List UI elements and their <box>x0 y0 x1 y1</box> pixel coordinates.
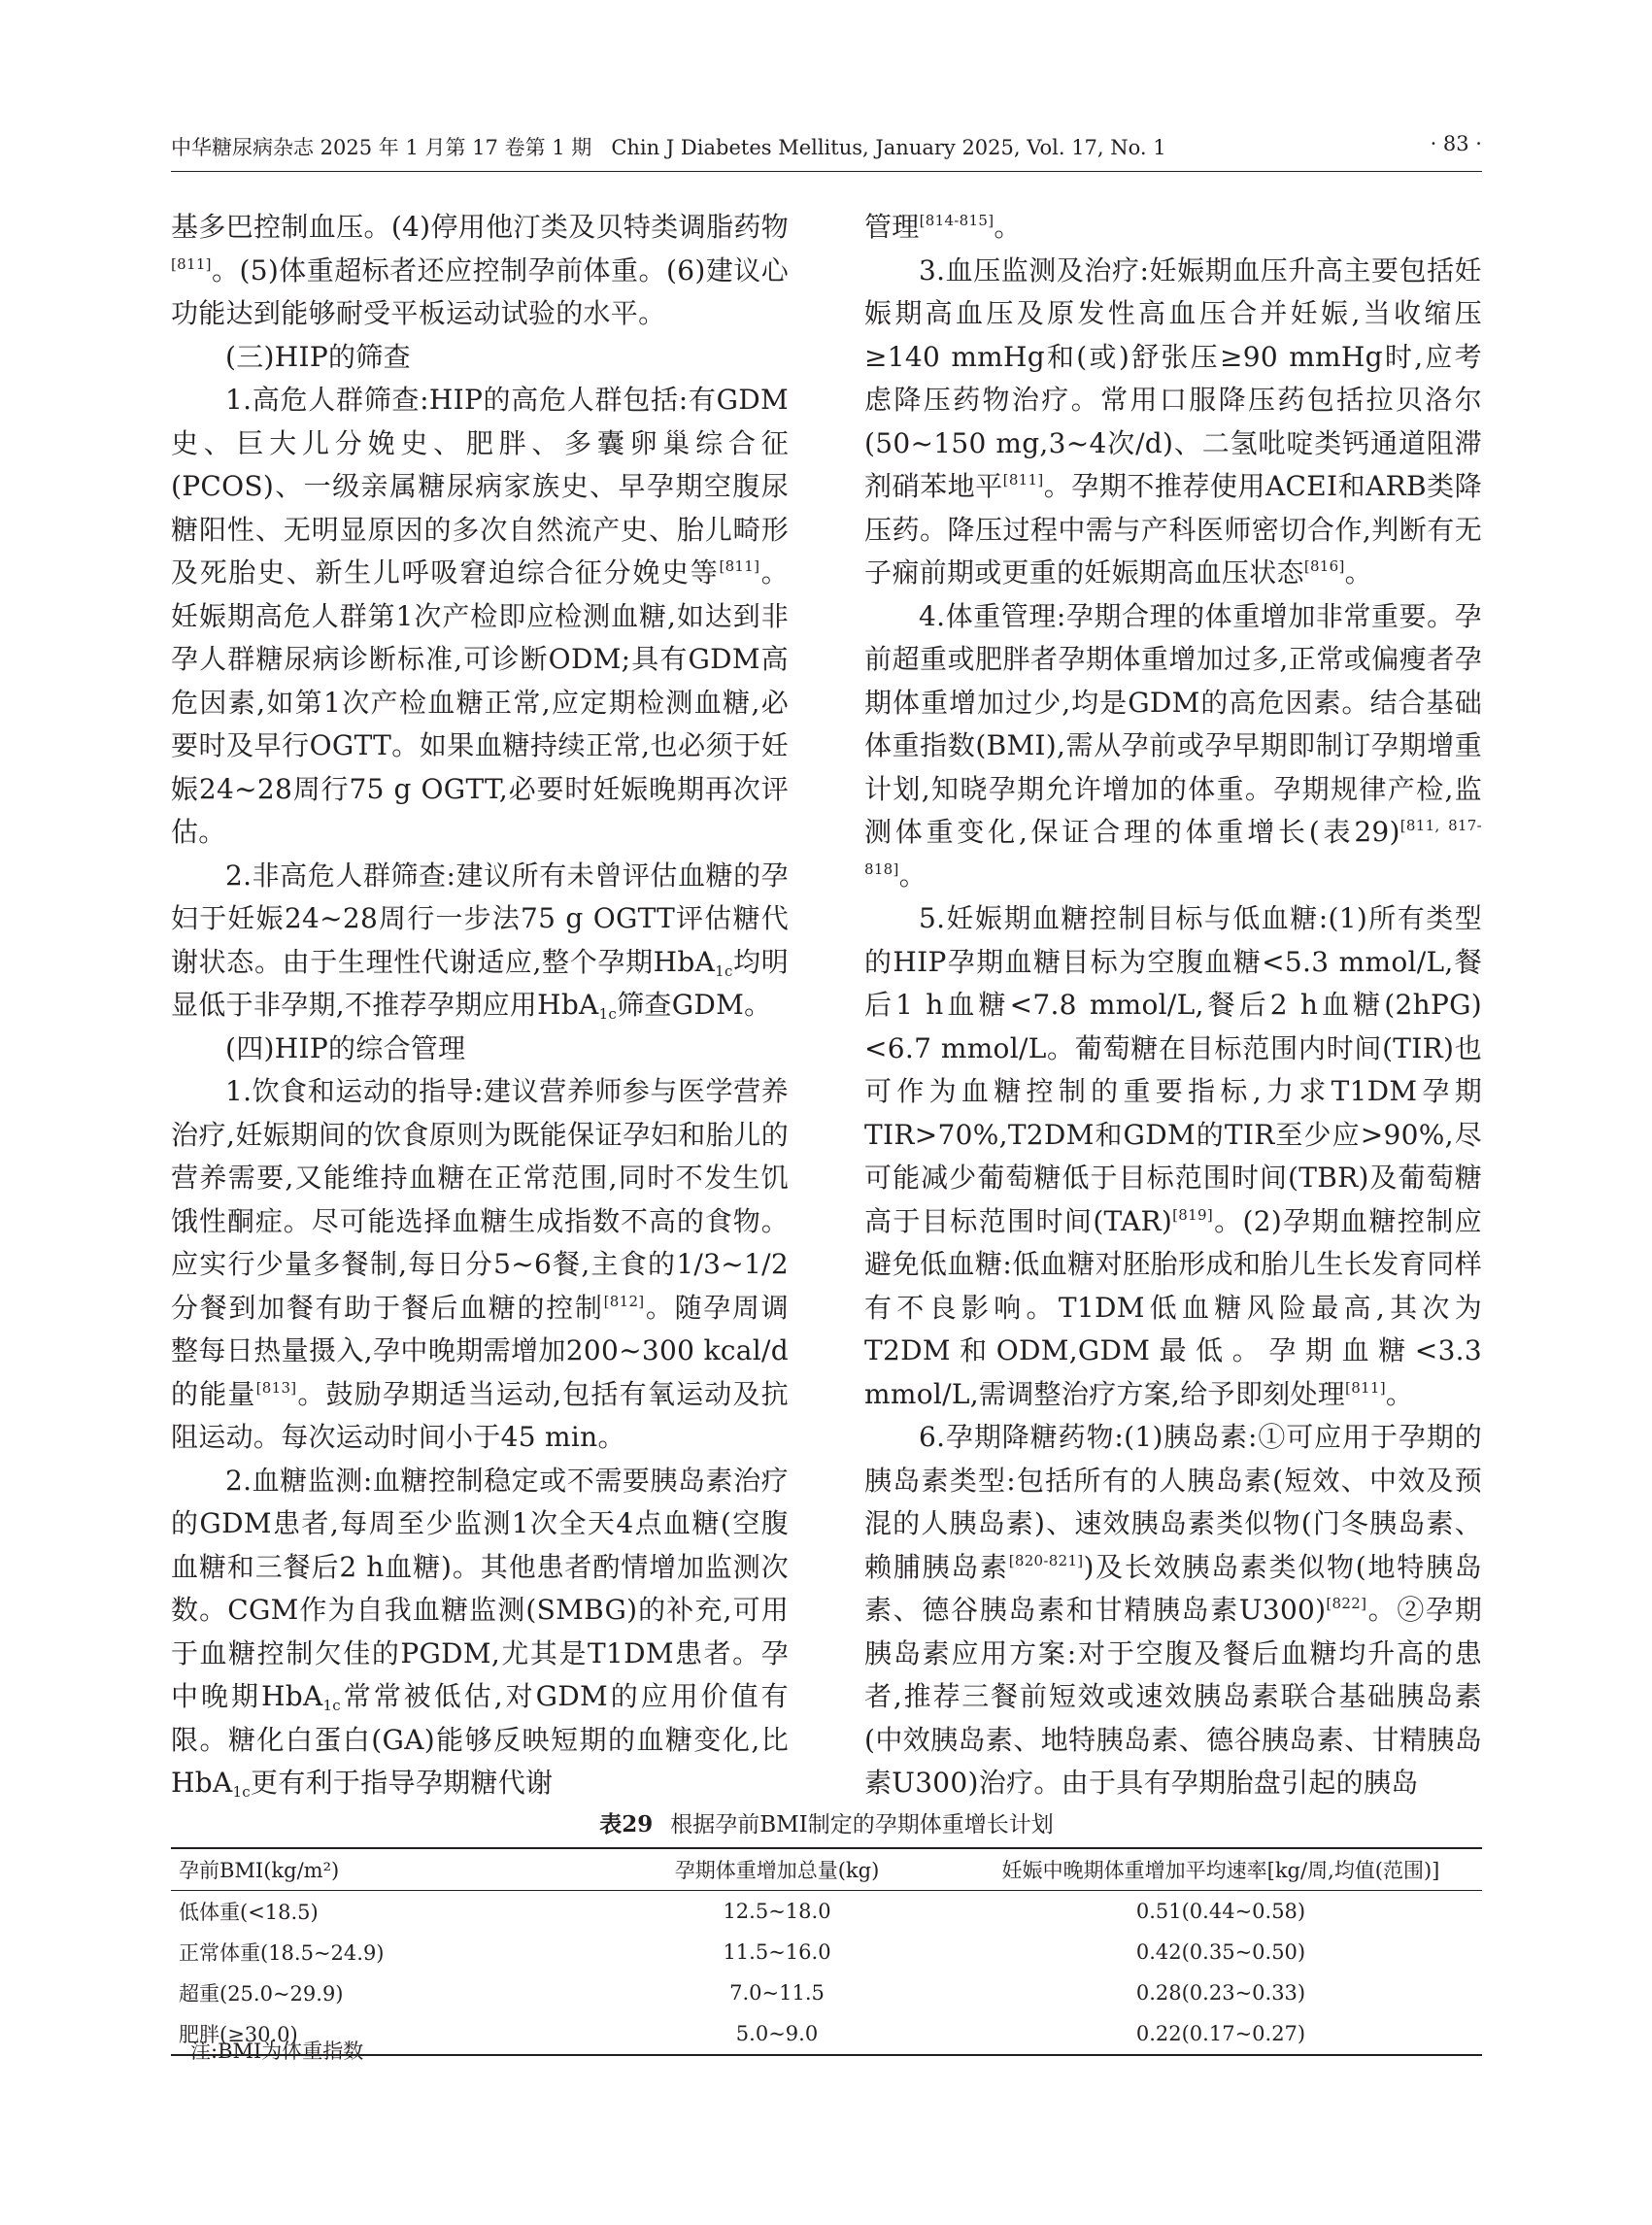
table-row <box>171 1932 1482 1972</box>
paragraph-glucose-targets: 5.妊娠期血糖控制目标与低血糖:(1)所有类型的HIP孕期血糖目标为空腹血糖<5.3 mmol/L,餐后1 h血糖<7.8 mmol/L,餐后2 h血糖(2hPG)<6.7 mmol/L。葡萄糖在目标范围内时间(TIR)也可作为血糖控制的重要指标,力求T1DM孕期TIR>70%,T2DM和GDM的TIR至少应>90%,尽可能减少葡萄糖低于目标范围时间(TBR)及葡萄糖高于目标范围时间(TAR)[819]。(2)孕期血糖控制应避免低血糖:低血糖对胚胎形成和胎儿生长发育同样有不良影响。T1DM低血糖风险最高,其次为T2DM和ODM,GDM最低。孕期血糖<3.3 mmol/L,需调整治疗方案,给予即刻处理[811]。 <box>864 902 1482 1410</box>
paragraph-weight-management: 4.体重管理:孕期合理的体重增加非常重要。孕前超重或肥胖者孕期体重增加过多,正常或偏瘦者孕期体重增加过少,均是GDM的高危因素。结合基础体重指数(BMI),需从孕前或孕早期即制订孕期增重计划,知晓孕期允许增加的体重。孕期规律产检,监测体重变化,保证合理的体重增长(表29)[811, 817-818]。 <box>864 599 1482 892</box>
paragraph-high-risk-screening: 1.高危人群筛查:HIP的高危人群包括:有GDM史、巨大儿分娩史、肥胖、多囊卵巢综合征(PCOS)、一级亲属糖尿病家族史、早孕期空腹尿糖阳性、无明显原因的多次自然流产史、胎儿畸形及死胎史、新生儿呼吸窘迫综合征分娩史等[811]。妊娠期高危人群第1次产检即应检测血糖,如达到非孕人群糖尿病诊断标准,可诊断ODM;具有GDM高危因素,如第1次产检血糖正常,应定期检测血糖,必要时及早行OGTT。如果血糖持续正常,也必须于妊娠24~28周行75 g OGTT,必要时妊娠晚期再次评估。 <box>171 384 789 848</box>
section-heading-hip-management: (四)HIP的综合管理 <box>225 1031 466 1064</box>
table-cell: 0.51(0.44~0.58) <box>1135 1900 1306 1923</box>
citation-ref: [811, 817-818] <box>864 817 1482 878</box>
journal-citation <box>171 132 1166 161</box>
header-divider <box>171 171 1482 172</box>
left-column <box>171 206 789 1805</box>
table-header-row <box>171 1848 1482 1891</box>
paragraph-cardiac-prep: 基多巴控制血压。(4)停用他汀类及贝特类调脂药物[811]。(5)体重超标者还应控制孕前体重。(6)建议心功能达到能够耐受平板运动试验的水平。 <box>171 211 789 329</box>
right-column <box>864 206 1482 1805</box>
table-cell: 11.5~16.0 <box>723 1940 831 1964</box>
table-caption <box>171 1806 1482 1838</box>
table-title: 根据孕前BMI制定的孕期体重增长计划 <box>670 1812 1054 1837</box>
page-number: · 83 · <box>1430 132 1482 155</box>
citation-ref: [813] <box>255 1378 297 1397</box>
column-header: 孕前BMI(kg/m²) <box>171 1848 594 1891</box>
paragraph-diet-exercise: 1.饮食和运动的指导:建议营养师参与医学营养治疗,妊娠期间的饮食原则为既能保证孕妇和胎儿的营养需要,又能维持血糖在正常范围,同时不发生饥饿性酮症。尽可能选择血糖生成指数不高的食物。应实行少量多餐制,每日分5~6餐,主食的1/3~1/2分餐到加餐有助于餐后血糖的控制[812]。随孕周调整每日热量摄入,孕中晚期需增加200~300 kcal/d的能量[813]。鼓励孕期适当运动,包括有氧运动及抗阻运动。每次运动时间小于45 min。 <box>171 1075 789 1453</box>
citation-ref: [811] <box>171 254 212 273</box>
citation-ref: [820-821] <box>1008 1551 1084 1569</box>
paragraph-continuation: 管理[814-815]。 <box>864 211 1022 243</box>
journal-en: Chin J Diabetes Mellitus, January 2025, Vol. 17, No. 1 <box>611 136 1166 159</box>
citation-ref: [814-815] <box>919 212 995 229</box>
table-cell: 超重(25.0~29.9) <box>179 1982 344 2006</box>
bmi-weight-gain-table <box>171 1847 1482 2056</box>
table-cell: 肥胖(≥30.0) <box>171 2013 594 2055</box>
table-cell: 7.0~11.5 <box>729 1981 825 2005</box>
column-header: 妊娠中晚期体重增加平均速率[kg/周,均值(范围)] <box>960 1848 1482 1891</box>
paragraph-glucose-lowering-drugs: 6.孕期降糖药物:(1)胰岛素:①可应用于孕期的胰岛素类型:包括所有的人胰岛素(短效、中效及预混的人胰岛素)、速效胰岛素类似物(门冬胰岛素、赖脯胰岛素[820-821])及长效胰岛素类似物(地特胰岛素、德谷胰岛素和甘精胰岛素U300)[822]。②孕期胰岛素应用方案:对于空腹及餐后血糖均升高的患者,推荐三餐前短效或速效胰岛素联合基础胰岛素(中效胰岛素、地特胰岛素、德谷胰岛素、甘精胰岛素U300)治疗。由于具有孕期胎盘引起的胰岛 <box>864 1421 1482 1799</box>
table-cell: 正常体重(18.5~24.9) <box>179 1941 385 1965</box>
paragraph-glucose-monitoring: 2.血糖监测:血糖控制稳定或不需要胰岛素治疗的GDM患者,每周至少监测1次全天4点血糖(空腹血糖和三餐后2 h血糖)。其他患者酌情增加监测次数。CGM作为自我血糖监测(SMBG)的补充,可用于血糖控制欠佳的PGDM,尤其是T1DM患者。孕中晚期HbA$_{1c}$常常被低估,对GDM的应用价值有限。糖化白蛋白(GA)能够反映短期的血糖变化,比HbA$_{1c}$更有利于指导孕期糖代谢 <box>171 1464 789 1801</box>
table-row <box>171 2013 1482 2055</box>
section-heading-hip-screening: (三)HIP的筛查 <box>225 340 411 373</box>
paragraph-non-high-risk-screening: 2.非高危人群筛查:建议所有未曾评估血糖的孕妇于妊娠24~28周行一步法75 g OGTT评估糖代谢状态。由于生理性代谢适应,整个孕期HbA$_{1c}$均明显低于非孕期,不推荐孕期应用HbA$_{1c}$筛查GDM。 <box>171 859 789 1023</box>
journal-cn: 中华糖尿病杂志 2025 年 1 月第 17 卷第 1 期 <box>171 136 592 159</box>
running-header <box>171 132 1482 171</box>
citation-ref: [812] <box>603 1292 645 1310</box>
table-cell: 5.0~9.0 <box>594 2013 960 2055</box>
citation-ref: [816] <box>1303 557 1345 575</box>
citation-ref: [811] <box>1002 471 1044 489</box>
citation-ref: [811] <box>719 557 760 575</box>
table-cell: 0.28(0.23~0.33) <box>1135 1981 1306 2005</box>
paragraph-blood-pressure: 3.血压监测及治疗:妊娠期血压升高主要包括妊娠期高血压及原发性高血压合并妊娠,当收缩压≥140 mmHg和(或)舒张压≥90 mmHg时,应考虑降压药物治疗。常用口服降压药包括拉贝洛尔(50~150 mg,3~4次/d)、二氢吡啶类钙通道阻滞剂硝苯地平[811]。孕期不推荐使用ACEI和ARB类降压药。降压过程中需与产科医师密切合作,判断有无子痫前期或更重的妊娠期高血压状态[816]。 <box>864 253 1482 589</box>
table-cell: 0.22(0.17~0.27) <box>960 2013 1482 2055</box>
table-row <box>171 1891 1482 1933</box>
table-cell: 低体重(<18.5) <box>179 1901 319 1924</box>
citation-ref: [811] <box>1345 1378 1386 1397</box>
table-row <box>171 1972 1482 2013</box>
table-footnote: 注:BMI为体重指数 <box>190 2040 364 2063</box>
column-header: 孕期体重增加总量(kg) <box>594 1848 960 1891</box>
citation-ref: [822] <box>1326 1595 1367 1612</box>
table-cell: 0.42(0.35~0.50) <box>1135 1940 1306 1964</box>
table-cell: 12.5~18.0 <box>723 1900 831 1923</box>
table-number: 表29 <box>599 1811 654 1837</box>
citation-ref: [819] <box>1172 1205 1213 1224</box>
